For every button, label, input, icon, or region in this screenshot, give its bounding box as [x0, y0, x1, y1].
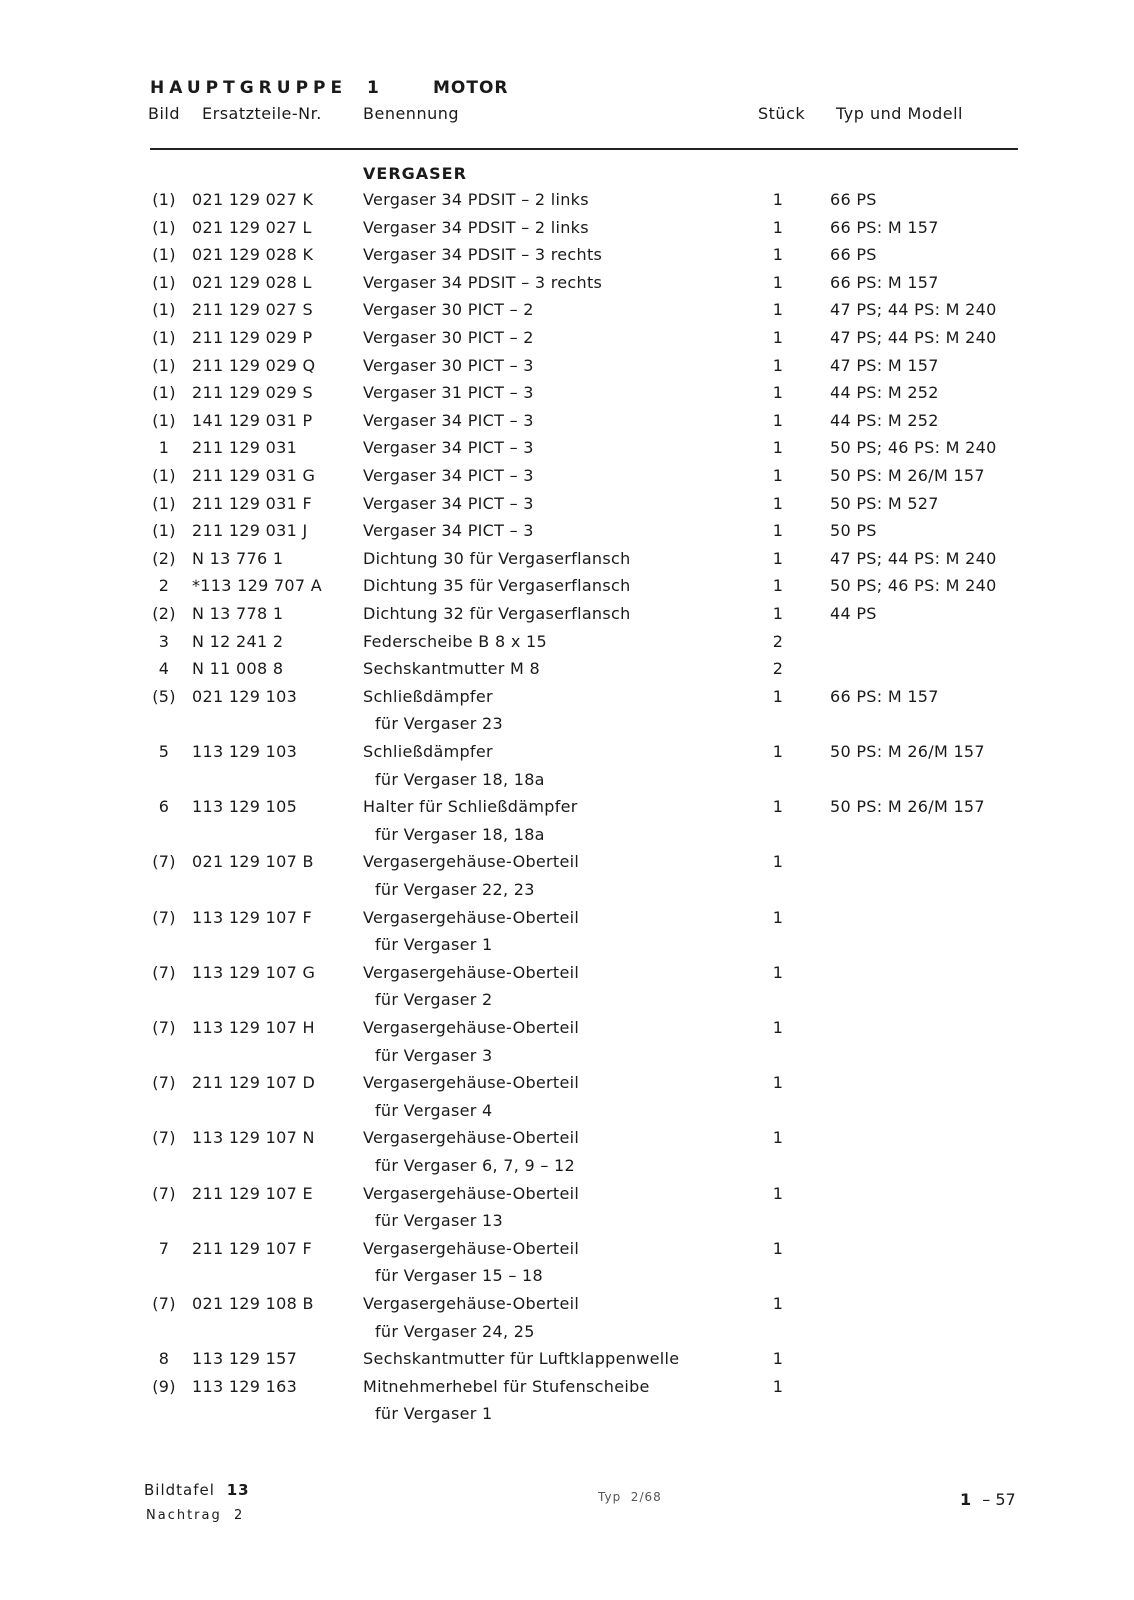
cell-benennung-sub: für Vergaser 13 — [375, 1211, 503, 1231]
cell-typ: 50 PS: M 26/M 157 — [830, 466, 985, 485]
cell-part-number: 211 129 031 — [192, 438, 298, 458]
cell-stueck: 2 — [772, 659, 784, 679]
cell-part-number: 141 129 031 P — [192, 410, 313, 430]
cell-typ: 44 PS: M 252 — [830, 410, 939, 430]
cell-benennung: Vergaser 30 PICT – 2 — [363, 328, 534, 347]
cell-stueck: 1 — [772, 797, 784, 817]
cell-part-number: N 11 008 8 — [192, 659, 284, 679]
cell-stueck: 1 — [772, 907, 784, 927]
cell-bild: (1) — [152, 383, 176, 403]
cell-benennung: Vergaser 34 PDSIT – 3 rechts — [363, 245, 603, 265]
cell-typ: 50 PS: M 26/M 157 — [830, 742, 985, 761]
column-header-typ: Typ und Modell — [836, 104, 963, 123]
cell-part-number: 113 129 107 F — [192, 907, 312, 927]
cell-stueck: 1 — [772, 1073, 784, 1093]
cell-benennung: Mitnehmerhebel für Stufenscheibe — [363, 1376, 650, 1396]
cell-part-number: 021 129 103 — [192, 686, 298, 706]
cell-benennung: Vergaser 34 PICT – 3 — [363, 410, 534, 430]
cell-benennung: Vergasergehäuse-Oberteil — [363, 1183, 580, 1203]
bildtafel-label: Bildtafel — [144, 1481, 215, 1499]
cell-part-number: 211 129 027 S — [192, 300, 313, 320]
cell-benennung: Vergaser 30 PICT – 2 — [363, 300, 534, 320]
cell-stueck: 1 — [772, 217, 784, 237]
cell-stueck: 1 — [772, 1018, 784, 1037]
cell-part-number: 211 129 107 F — [192, 1238, 312, 1258]
footer-page-number — [960, 1490, 1016, 1509]
cell-bild: (1) — [152, 245, 176, 265]
cell-stueck: 1 — [772, 742, 784, 761]
cell-benennung: Vergaser 34 PICT – 3 — [363, 466, 534, 485]
cell-bild: (2) — [152, 604, 176, 623]
cell-typ: 50 PS: M 26/M 157 — [830, 797, 985, 817]
cell-bild: (7) — [152, 1128, 176, 1148]
cell-part-number: 113 129 163 — [192, 1376, 298, 1396]
cell-bild: (1) — [152, 521, 176, 541]
cell-bild: (5) — [152, 686, 176, 706]
cell-benennung-sub: für Vergaser 23 — [375, 714, 503, 734]
cell-part-number: 211 129 107 D — [192, 1073, 316, 1093]
cell-part-number: *113 129 707 A — [192, 576, 323, 596]
cell-benennung-sub: für Vergaser 24, 25 — [375, 1321, 535, 1341]
cell-benennung-sub: für Vergaser 6, 7, 9 – 12 — [375, 1155, 575, 1175]
cell-stueck: 1 — [772, 410, 784, 430]
cell-bild: (7) — [152, 1294, 176, 1313]
cell-part-number: 211 129 031 F — [192, 493, 312, 513]
page-number-main: 1 — [960, 1490, 972, 1509]
bildtafel-number: 13 — [226, 1481, 250, 1499]
cell-stueck: 1 — [772, 1294, 784, 1313]
cell-bild: (7) — [152, 1018, 176, 1037]
cell-bild: 8 — [158, 1349, 170, 1369]
cell-benennung: Sechskantmutter für Luftklappenwelle — [363, 1349, 680, 1369]
cell-bild: 6 — [158, 797, 170, 817]
cell-stueck: 1 — [772, 686, 784, 706]
cell-typ: 66 PS: M 157 — [830, 272, 939, 292]
group-name: MOTOR — [433, 78, 509, 98]
cell-benennung: Vergasergehäuse-Oberteil — [363, 852, 580, 872]
cell-part-number: N 13 778 1 — [192, 604, 284, 623]
cell-stueck: 1 — [772, 962, 784, 982]
cell-bild: (7) — [152, 907, 176, 927]
cell-benennung: Vergasergehäuse-Oberteil — [363, 1238, 580, 1258]
cell-typ: 47 PS; 44 PS: M 240 — [830, 548, 997, 568]
cell-benennung-sub: für Vergaser 1 — [375, 935, 493, 955]
cell-benennung: Federscheibe B 8 x 15 — [363, 631, 547, 651]
cell-part-number: 113 129 103 — [192, 742, 298, 761]
cell-bild: (1) — [152, 328, 176, 347]
cell-benennung: Halter für Schließdämpfer — [363, 797, 578, 817]
cell-part-number: 211 129 031 G — [192, 466, 316, 485]
cell-bild: (1) — [152, 272, 176, 292]
cell-typ: 50 PS; 46 PS: M 240 — [830, 438, 997, 458]
cell-benennung: Vergasergehäuse-Oberteil — [363, 962, 580, 982]
cell-stueck: 1 — [772, 852, 784, 872]
column-header-nr: Ersatzteile-Nr. — [202, 104, 322, 123]
cell-bild: (1) — [152, 190, 176, 209]
cell-stueck: 1 — [772, 1376, 784, 1396]
cell-benennung: Vergasergehäuse-Oberteil — [363, 1018, 580, 1037]
cell-bild: (1) — [152, 355, 176, 375]
cell-stueck: 1 — [772, 1238, 784, 1258]
cell-typ: 44 PS: M 252 — [830, 383, 939, 403]
cell-stueck: 1 — [772, 466, 784, 485]
cell-bild: (2) — [152, 548, 176, 568]
cell-typ: 66 PS — [830, 190, 877, 209]
cell-stueck: 1 — [772, 493, 784, 513]
cell-benennung: Schließdämpfer — [363, 686, 493, 706]
cell-benennung: Dichtung 35 für Vergaserflansch — [363, 576, 631, 596]
cell-part-number: 021 129 027 K — [192, 190, 314, 209]
cell-stueck: 1 — [772, 438, 784, 458]
cell-bild: 7 — [158, 1238, 170, 1258]
section-title: VERGASER — [363, 164, 467, 183]
cell-bild: (1) — [152, 466, 176, 485]
cell-part-number: 113 129 105 — [192, 797, 298, 817]
cell-benennung: Dichtung 32 für Vergaserflansch — [363, 604, 631, 623]
cell-benennung-sub: für Vergaser 1 — [375, 1404, 493, 1424]
cell-typ: 47 PS; 44 PS: M 240 — [830, 300, 997, 320]
cell-bild: (7) — [152, 962, 176, 982]
cell-benennung-sub: für Vergaser 18, 18a — [375, 769, 545, 789]
cell-benennung: Vergaser 31 PICT – 3 — [363, 383, 534, 403]
cell-part-number: 021 129 108 B — [192, 1294, 314, 1313]
cell-benennung: Vergaser 34 PICT – 3 — [363, 493, 534, 513]
group-number: 1 — [367, 78, 379, 98]
cell-bild: (7) — [152, 1073, 176, 1093]
cell-benennung-sub: für Vergaser 4 — [375, 1100, 493, 1120]
cell-benennung: Schließdämpfer — [363, 742, 493, 761]
cell-stueck: 1 — [772, 355, 784, 375]
cell-bild: (1) — [152, 410, 176, 430]
cell-part-number: 113 129 107 N — [192, 1128, 315, 1148]
cell-stueck: 1 — [772, 576, 784, 596]
cell-typ: 66 PS — [830, 245, 877, 265]
cell-typ: 47 PS: M 157 — [830, 355, 939, 375]
cell-benennung: Sechskantmutter M 8 — [363, 659, 541, 679]
cell-stueck: 1 — [772, 521, 784, 541]
column-header-stueck: Stück — [758, 104, 806, 123]
group-label: HAUPTGRUPPE — [150, 78, 348, 98]
cell-bild: 2 — [158, 576, 170, 596]
cell-part-number: 021 129 027 L — [192, 217, 312, 237]
cell-part-number: N 13 776 1 — [192, 548, 284, 568]
cell-benennung: Vergaser 34 PDSIT – 3 rechts — [363, 272, 603, 292]
footer-bildtafel — [144, 1481, 250, 1499]
cell-part-number: 113 129 107 G — [192, 962, 316, 982]
cell-benennung: Vergasergehäuse-Oberteil — [363, 1294, 580, 1313]
cell-benennung: Vergasergehäuse-Oberteil — [363, 1073, 580, 1093]
cell-benennung: Vergaser 34 PDSIT – 2 links — [363, 190, 589, 209]
cell-bild: 5 — [158, 742, 170, 761]
cell-typ: 50 PS — [830, 521, 877, 541]
cell-stueck: 1 — [772, 548, 784, 568]
cell-benennung: Vergaser 34 PICT – 3 — [363, 438, 534, 458]
cell-stueck: 1 — [772, 328, 784, 347]
cell-typ: 66 PS: M 157 — [830, 217, 939, 237]
column-header-bild: Bild — [148, 104, 181, 123]
cell-part-number: 211 129 029 S — [192, 383, 313, 403]
cell-bild: (1) — [152, 300, 176, 320]
cell-typ: 44 PS — [830, 604, 877, 623]
column-header-benennung: Benennung — [363, 104, 460, 123]
cell-benennung-sub: für Vergaser 22, 23 — [375, 879, 535, 899]
page-number-sub: – 57 — [982, 1490, 1016, 1509]
cell-benennung-sub: für Vergaser 3 — [375, 1045, 493, 1065]
cell-stueck: 1 — [772, 272, 784, 292]
cell-bild: 3 — [158, 631, 170, 651]
cell-benennung-sub: für Vergaser 2 — [375, 990, 493, 1010]
cell-bild: (1) — [152, 493, 176, 513]
cell-bild: 1 — [158, 438, 170, 458]
cell-part-number: 021 129 107 B — [192, 852, 314, 872]
cell-benennung: Vergasergehäuse-Oberteil — [363, 1128, 580, 1148]
cell-part-number: N 12 241 2 — [192, 631, 284, 651]
cell-part-number: 021 129 028 K — [192, 245, 314, 265]
cell-part-number: 113 129 157 — [192, 1349, 298, 1369]
cell-part-number: 211 129 031 J — [192, 521, 308, 541]
cell-benennung-sub: für Vergaser 18, 18a — [375, 824, 545, 844]
cell-stueck: 1 — [772, 190, 784, 209]
cell-benennung-sub: für Vergaser 15 – 18 — [375, 1266, 543, 1286]
cell-part-number: 021 129 028 L — [192, 272, 312, 292]
cell-part-number: 211 129 029 P — [192, 328, 313, 347]
cell-benennung: Vergasergehäuse-Oberteil — [363, 907, 580, 927]
footer-nachtrag: Nachtrag 2 — [146, 1508, 245, 1523]
cell-part-number: 211 129 107 E — [192, 1183, 313, 1203]
cell-stueck: 2 — [772, 631, 784, 651]
footer-typ: Typ 2/68 — [598, 1490, 662, 1504]
cell-benennung: Vergaser 30 PICT – 3 — [363, 355, 534, 375]
cell-stueck: 1 — [772, 300, 784, 320]
cell-bild: (1) — [152, 217, 176, 237]
cell-typ: 50 PS; 46 PS: M 240 — [830, 576, 997, 596]
cell-stueck: 1 — [772, 1183, 784, 1203]
cell-typ: 47 PS; 44 PS: M 240 — [830, 328, 997, 347]
cell-stueck: 1 — [772, 604, 784, 623]
cell-stueck: 1 — [772, 245, 784, 265]
cell-stueck: 1 — [772, 383, 784, 403]
cell-benennung: Dichtung 30 für Vergaserflansch — [363, 548, 631, 568]
cell-typ: 50 PS: M 527 — [830, 493, 939, 513]
cell-bild: 4 — [158, 659, 170, 679]
cell-benennung: Vergaser 34 PICT – 3 — [363, 521, 534, 541]
cell-stueck: 1 — [772, 1128, 784, 1148]
cell-typ: 66 PS: M 157 — [830, 686, 939, 706]
cell-bild: (9) — [152, 1376, 176, 1396]
cell-part-number: 211 129 029 Q — [192, 355, 316, 375]
header-divider — [150, 148, 1018, 150]
cell-bild: (7) — [152, 1183, 176, 1203]
cell-bild: (7) — [152, 852, 176, 872]
cell-stueck: 1 — [772, 1349, 784, 1369]
cell-part-number: 113 129 107 H — [192, 1018, 315, 1037]
cell-benennung: Vergaser 34 PDSIT – 2 links — [363, 217, 589, 237]
